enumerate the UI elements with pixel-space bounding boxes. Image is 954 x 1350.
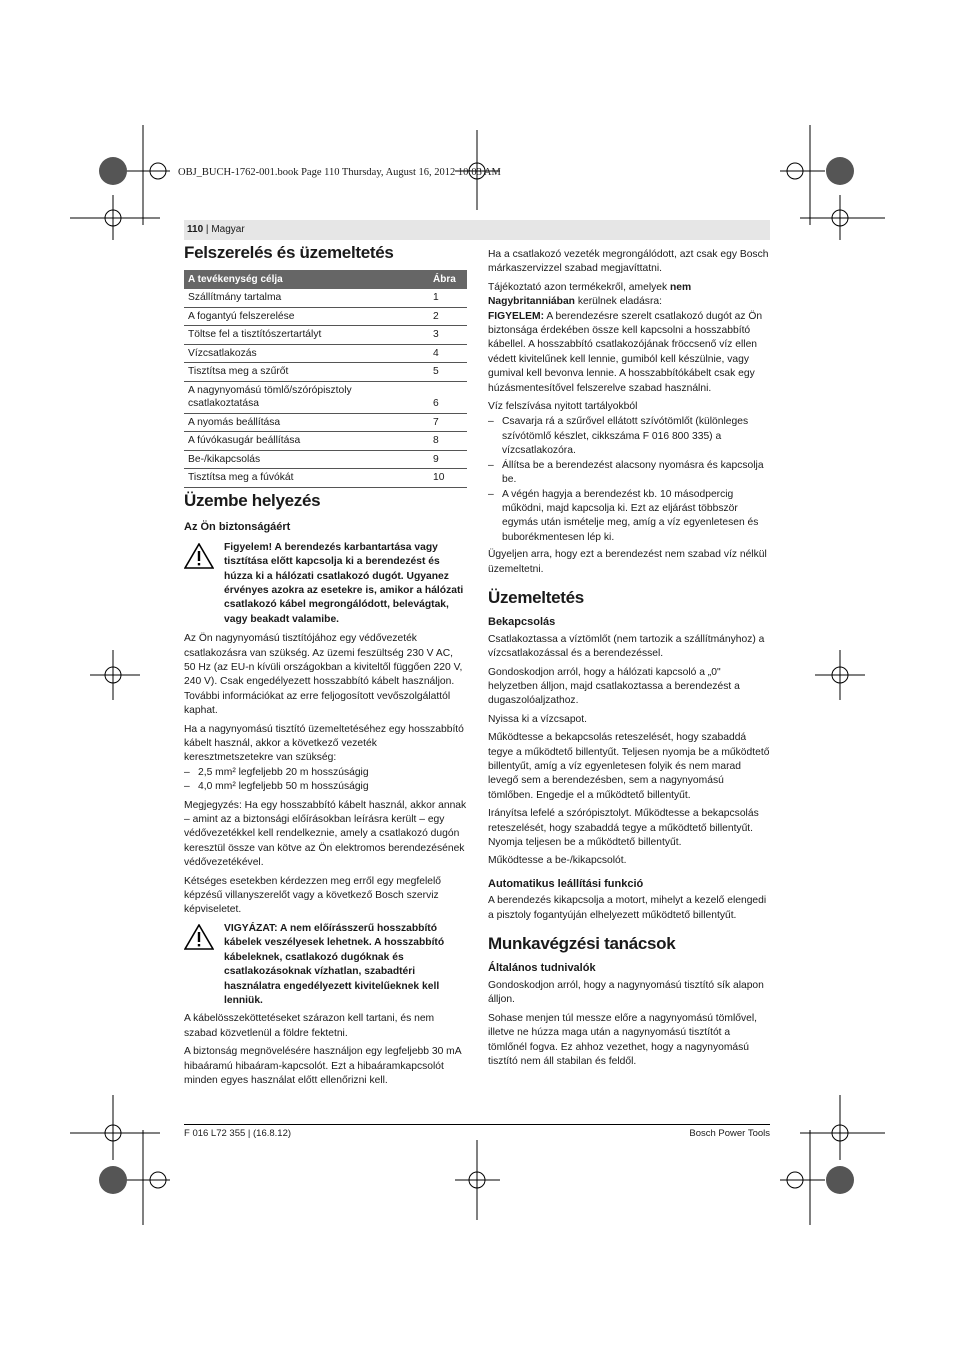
table-cell-figure: 2 <box>429 307 467 326</box>
list-item: – 2,5 mm² legfeljebb 20 m hosszúságig <box>184 766 467 780</box>
table-cell-task: Be-/kikapcsolás <box>184 450 429 469</box>
warning-icon <box>184 543 214 569</box>
paragraph: Gondoskodjon arról, hogy a nagynyomású tisztító sík alapon álljon. <box>488 979 764 1006</box>
page-header <box>187 224 245 235</box>
paragraph: Működtesse a bekapcsolás reteszelését, hogy szabaddá tegye a működtető billentyűt. Teljesen nyomja be a működtető billentyűt, amíg a víz egyenletesen folyik és nem marad levegő sem a berendezésben, sem a nagynyomású tömlőben. Engedje el a működtető billentyűt. <box>488 732 770 801</box>
list-item: – 4,0 mm² legfeljebb 50 m hosszúságig <box>184 780 467 794</box>
paragraph: Csatlakoztassa a víztömlőt (nem tartozik a szállítmányhoz) a vízcsatlakozással és a berendezéssel. <box>488 633 765 660</box>
table-header-task: A tevékenység célja <box>184 270 429 289</box>
footer-brand: Bosch Power Tools <box>689 1128 770 1139</box>
paragraph: Gondoskodjon arról, hogy a hálózati kapcsoló a „0" helyzetben álljon, majd csatlakoztassa a berendezést a dugaszolóaljzathoz. <box>488 666 740 707</box>
table-header-row <box>184 270 467 289</box>
table-cell-figure: 5 <box>429 363 467 382</box>
warning-text-2: VIGYÁZAT: A nem előírásszerű hosszabbító kábelek veszélyesek lehetnek. A hosszabbító kábeleknek, csatlakozó dugóknak és csatlakozásoknak vízhatlan, szabadtéri használatra engedélyezett kivitelűeknek kell lenniük. <box>224 922 445 1006</box>
table-row <box>184 450 467 469</box>
section-heading-tips: Munkavégzési tanácsok <box>488 934 676 954</box>
paragraph: Megjegyzés: Ha egy hosszabbító kábelt használ, akkor annak – amint az a biztonsági előírásokban leírásra került – egy védővezetékkel kell rendelkeznie, amely a csatlakozó dugón keresztül össze van kötve az Ön elektromos berendezésének védővezetékével. <box>184 799 467 869</box>
paragraph: Ha a csatlakozó vezeték megrongálódott, azt csak egy Bosch márkaszervizzel szabad megjavíttatni. <box>488 249 769 275</box>
subheading-general: Általános tudnivalók <box>488 962 596 975</box>
table-cell-task: A fogantyú felszerelése <box>184 307 429 326</box>
paragraph: Nyissa ki a vízcsapot. <box>488 713 587 725</box>
table-cell-figure: 4 <box>429 344 467 363</box>
paragraph: Víz felszívása nyitott tartályokból <box>488 401 638 413</box>
paragraph <box>488 310 771 396</box>
table-row <box>184 326 467 345</box>
paragraph: A kábelösszeköttetéseket szárazon kell tartani, és nem szabad közvetlenül a földre fektetni. <box>184 1013 435 1039</box>
text-run: kerülnek eladásra: <box>574 296 662 308</box>
task-table <box>184 270 467 488</box>
table-header-figure: Ábra <box>429 270 467 289</box>
paragraph: Sohase menjen túl messze előre a nagynyomású tömlővel, illetve ne húzza maga után a nagynyomású tisztítót a tömlőnél fogva. Ez ahhoz vezethet, hogy a nagynyomású tisztító nem áll stabilan és feldől. <box>488 1012 758 1067</box>
table-row <box>184 469 467 488</box>
paragraph: Ügyeljen arra, hogy ezt a berendezést nem szabad víz nélkül üzemeltetni. <box>488 549 767 575</box>
text-run: A berendezésre szerelt csatlakozó dugót az Ön biztonsága érdekében össze kell kapcsolni a hosszabbító kábellel. A hosszabbító csatlakozójának fröccsenő víz ellen védett kivitelűnek kell lennie, gumiból kell készülnie, vagy gumival kell bevonva lennie. A hosszabbítókábelt csak egy húzásmentesítővel felszerelve szabad használni. <box>488 310 763 394</box>
paragraph <box>488 281 771 310</box>
table-cell-task: Vízcsatlakozás <box>184 344 429 363</box>
warning-block-2 <box>184 922 467 1008</box>
page-number: 110 <box>187 224 204 235</box>
table-cell-task: A fúvókasugár beállítása <box>184 432 429 451</box>
section-heading-assembly: Felszerelés és üzemeltetés <box>184 243 394 262</box>
subheading-auto-stop: Automatikus leállítási funkció <box>488 877 644 890</box>
table-cell-task: A nyomás beállítása <box>184 413 429 432</box>
table-row <box>184 381 467 413</box>
subheading-switch-on: Bekapcsolás <box>488 616 556 629</box>
table-cell-figure: 9 <box>429 450 467 469</box>
table-cell-task: Töltse fel a tisztítószertartályt <box>184 326 429 345</box>
paragraph: A biztonság megnövelésére használjon egy legfeljebb 30 mA hibaáramú hibaáram-kapcsolót. Ezt a hibaáramkapcsolót minden egyes használat előtt ellenőrizni kell. <box>184 1046 462 1086</box>
section-heading-startup: Üzembe helyezés <box>184 490 321 510</box>
paragraph: Működtesse a be-/kikapcsolót. <box>488 855 627 867</box>
text-run-bold: FIGYELEM: <box>488 310 545 322</box>
table-cell-task: Tisztítsa meg a szűrőt <box>184 363 429 382</box>
section-heading-operation: Üzemeltetés <box>488 587 584 607</box>
table-cell-figure: 1 <box>429 289 467 307</box>
left-column <box>184 243 467 1092</box>
table-cell-task: Szállítmány tartalma <box>184 289 429 307</box>
list-item: – Állítsa be a berendezést alacsony nyomásra és kapcsolja be. <box>488 459 771 488</box>
language-label: Magyar <box>211 224 245 235</box>
table-cell-figure: 3 <box>429 326 467 345</box>
table-cell-figure: 10 <box>429 469 467 488</box>
table-row <box>184 413 467 432</box>
footer-doc-code: F 016 L72 355 | (16.8.12) <box>184 1128 292 1139</box>
warning-block-1 <box>184 541 467 627</box>
table-row <box>184 432 467 451</box>
paragraph: Ha a nagynyomású tisztító üzemeltetéséhez egy hosszabbító kábelt használ, akkor a következő vezeték keresztmetszetekre van szükség: <box>184 723 464 764</box>
warning-text-1: Figyelem! A berendezés karbantartása vagy tisztítása előtt kapcsolja ki a berendezést és húzza ki a hálózati csatlakozó dugót. Ugyanez érvényes azokra az esetekre is, amikor a hálózati csatlakozó kábel megrongálódott, belevágtak, vagy beakadt valamibe. <box>224 541 464 625</box>
table-row <box>184 289 467 307</box>
right-column <box>488 248 771 1073</box>
table-cell-task: Tisztítsa meg a fúvókát <box>184 469 429 488</box>
table-row <box>184 344 467 363</box>
table-cell-figure: 7 <box>429 413 467 432</box>
table-cell-figure: 8 <box>429 432 467 451</box>
table-cell-figure: 6 <box>429 381 467 413</box>
text-run-bold: nem Nagybritanniában <box>488 281 692 308</box>
text-run: Tájékoztató azon termékekről, amelyek <box>488 281 670 293</box>
print-slug: OBJ_BUCH-1762-001.book Page 110 Thursday, August 16, 2012 10:03 AM <box>178 167 501 178</box>
page-footer <box>184 1124 770 1139</box>
header-bar <box>184 220 770 240</box>
header-separator: | <box>205 224 212 235</box>
paragraph: Kétséges esetekben kérdezzen meg erről egy megfelelő képzésű villanyszerelőt vagy a következő Bosch szerviz képviseletet. <box>184 875 441 916</box>
paragraph: Irányítsa lefelé a szórópisztolyt. Működtesse a bekapcsolás reteszelését, hogy szabaddá tegye a működtető billentyűt. Nyomja teljesen be a működtető billentyűt. <box>488 808 759 849</box>
paragraph: Az Ön nagynyomású tisztítójához egy védővezeték csatlakozásra van szükség. Az üzemi feszültség 230 V AC, 50 Hz (az EU-n kívüli országokban a kiviteltől függően 220 V, 240 V). Csak engedélyezett hosszabbító kábelt használjon. További információkat az erre feljogosított vevőszolgálattól kaphat. <box>184 633 463 717</box>
subheading-safety: Az Ön biztonságáért <box>184 521 291 534</box>
table-row <box>184 307 467 326</box>
table-cell-task: A nagynyomású tömlő/szórópisztoly csatlakoztatása <box>184 381 429 413</box>
table-row <box>184 363 467 382</box>
list-item: – A végén hagyja a berendezést kb. 10 másodpercig működni, majd kapcsolja ki. Ezt az eljárást többször egymás után ismételje meg, amíg a víz egyenletesen és buborékmentesen lép ki. <box>488 488 771 546</box>
paragraph: A berendezés kikapcsolja a motort, mihelyt a kezelő elengedi a pisztoly fogantyúján elhelyezett működtető billentyűt. <box>488 895 767 921</box>
list-item: – Csavarja rá a szűrővel ellátott szívótömlőt (különleges szívótömlő készlet, cikkszáma F 016 800 335) a vízcsatlakozóra. <box>488 415 771 458</box>
warning-icon <box>184 924 214 950</box>
